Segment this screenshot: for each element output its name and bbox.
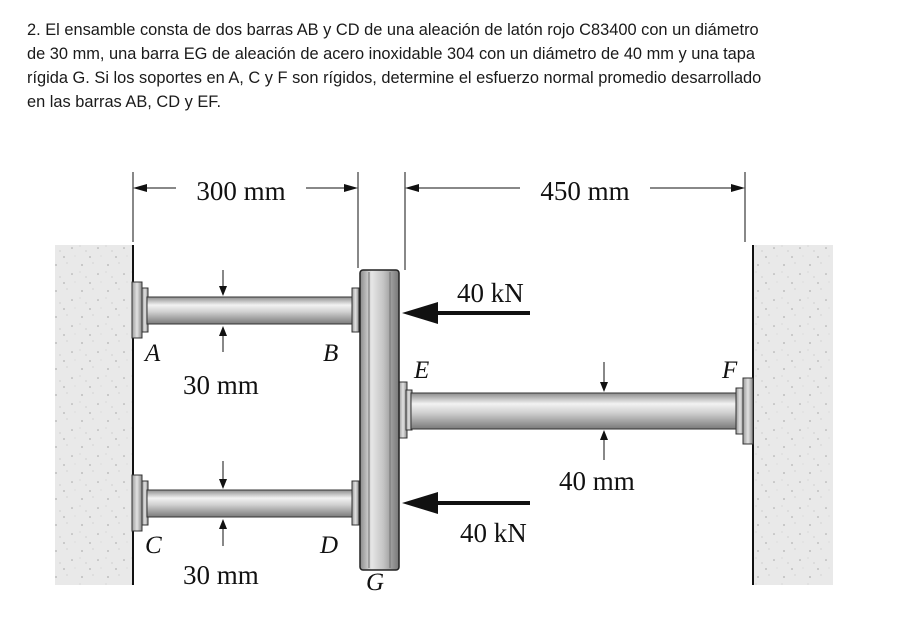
dim-450-label: 450 mm bbox=[540, 176, 630, 206]
right-wall bbox=[753, 245, 833, 585]
dim-300-label: 300 mm bbox=[196, 176, 286, 206]
point-g-label: G bbox=[366, 569, 385, 596]
force-arrow-bottom bbox=[402, 492, 530, 514]
left-wall bbox=[55, 245, 133, 585]
point-c-label: C bbox=[145, 532, 162, 559]
force-bottom-label: 40 kN bbox=[460, 518, 527, 548]
rigid-cap-g bbox=[360, 270, 399, 570]
point-a-label: A bbox=[145, 340, 161, 367]
problem-line-2: de 30 mm, una barra EG de aleación de acero inoxidable 304 con un diámetro de 40 mm y una tapa bbox=[27, 45, 756, 63]
rod-ab bbox=[132, 282, 359, 338]
dia-ef-label: 40 mm bbox=[559, 466, 635, 496]
problem-line-4: en las barras AB, CD y EF. bbox=[27, 93, 222, 111]
rod-ef bbox=[399, 378, 753, 444]
problem-line-3: rígida G. Si los soportes en A, C y F son rígidos, determine el esfuerzo normal promedio desarrollado bbox=[27, 69, 762, 87]
point-f-label: F bbox=[722, 357, 738, 384]
dia-ab-label: 30 mm bbox=[183, 370, 259, 400]
force-top-label: 40 kN bbox=[457, 278, 524, 308]
dia-cd-label: 30 mm bbox=[183, 560, 259, 590]
problem-line-1: 2. El ensamble consta de dos barras AB y CD de una aleación de latón rojo C83400 con un diámetro bbox=[27, 21, 759, 39]
point-b-label: B bbox=[323, 340, 339, 367]
rod-cd bbox=[132, 475, 359, 531]
point-d-label: D bbox=[320, 532, 339, 559]
point-e-label: E bbox=[414, 357, 430, 384]
